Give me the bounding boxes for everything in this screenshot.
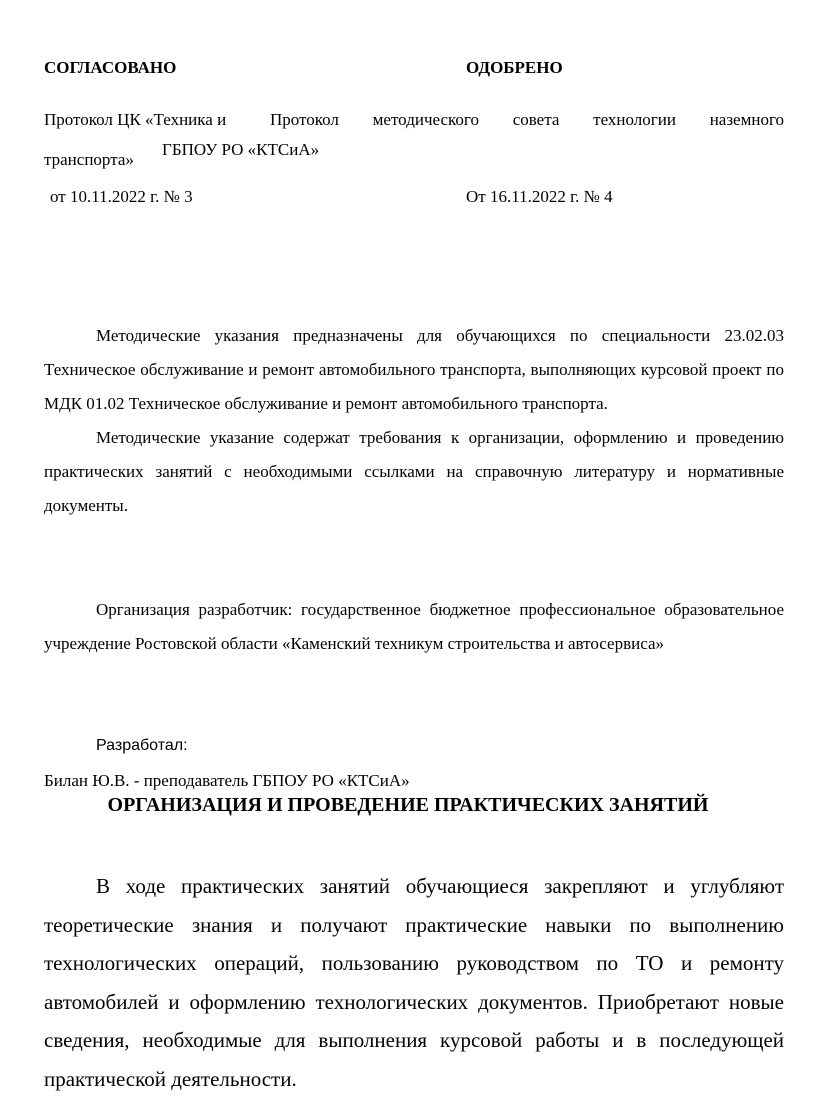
- right-protocol-word: Протокол: [270, 110, 339, 129]
- section-body: В ходе практических занятий обучающиеся закрепляют и углубляют теоретические знания и получают практические навыки по выполнению технологических операций, пользованию руководством по ТО и ремонту автомобилей и оформлению технологических документов. Приобретают новые сведения, необходимые для выполнения курсовой работы и в последующей практической деятельности.: [44, 874, 784, 1091]
- paragraph-purpose: Методические указания предназначены для обучающихся по специальности 23.02.03 Техническое обслуживание и ремонт автомобильного транспорта, выполняющих курсовой проект по МДК 01.02 Техническое обслуживание и ремонт автомобильного транспорта.: [44, 326, 784, 413]
- right-protocol-word: совета: [512, 110, 560, 129]
- right-protocol-word: методического: [372, 110, 479, 129]
- left-date: от 10.11.2022 г. № 3: [50, 187, 193, 206]
- right-protocol-word: наземного: [709, 110, 784, 129]
- developer-name: Билан Ю.В. - преподаватель ГБПОУ РО «КТСиА»: [44, 771, 410, 790]
- right-heading: ОДОБРЕНО: [466, 58, 563, 77]
- left-heading: СОГЛАСОВАНО: [44, 58, 177, 77]
- right-protocol-line: [270, 110, 784, 130]
- paragraph-content: Методические указание содержат требования к организации, оформлению и проведению практических занятий с необходимыми ссылками на справочную литературу и нормативные документы.: [44, 428, 784, 515]
- paragraph-organization: Организация разработчик: государственное бюджетное профессиональное образовательное учреждение Ростовской области «Каменский техникум строительства и автосервиса»: [44, 600, 784, 653]
- right-date: От 16.11.2022 г. № 4: [466, 187, 613, 206]
- left-protocol-line2: транспорта»: [44, 150, 134, 169]
- section-title: ОРГАНИЗАЦИЯ И ПРОВЕДЕНИЕ ПРАКТИЧЕСКИХ ЗАНЯТИЙ: [107, 794, 709, 816]
- right-protocol-org: ГБПОУ РО «КТСиА»: [162, 140, 320, 159]
- developer-label: Разработал:: [96, 737, 188, 754]
- left-protocol-line1: Протокол ЦК «Техника и: [44, 110, 227, 129]
- right-protocol-word: технологии: [593, 110, 676, 129]
